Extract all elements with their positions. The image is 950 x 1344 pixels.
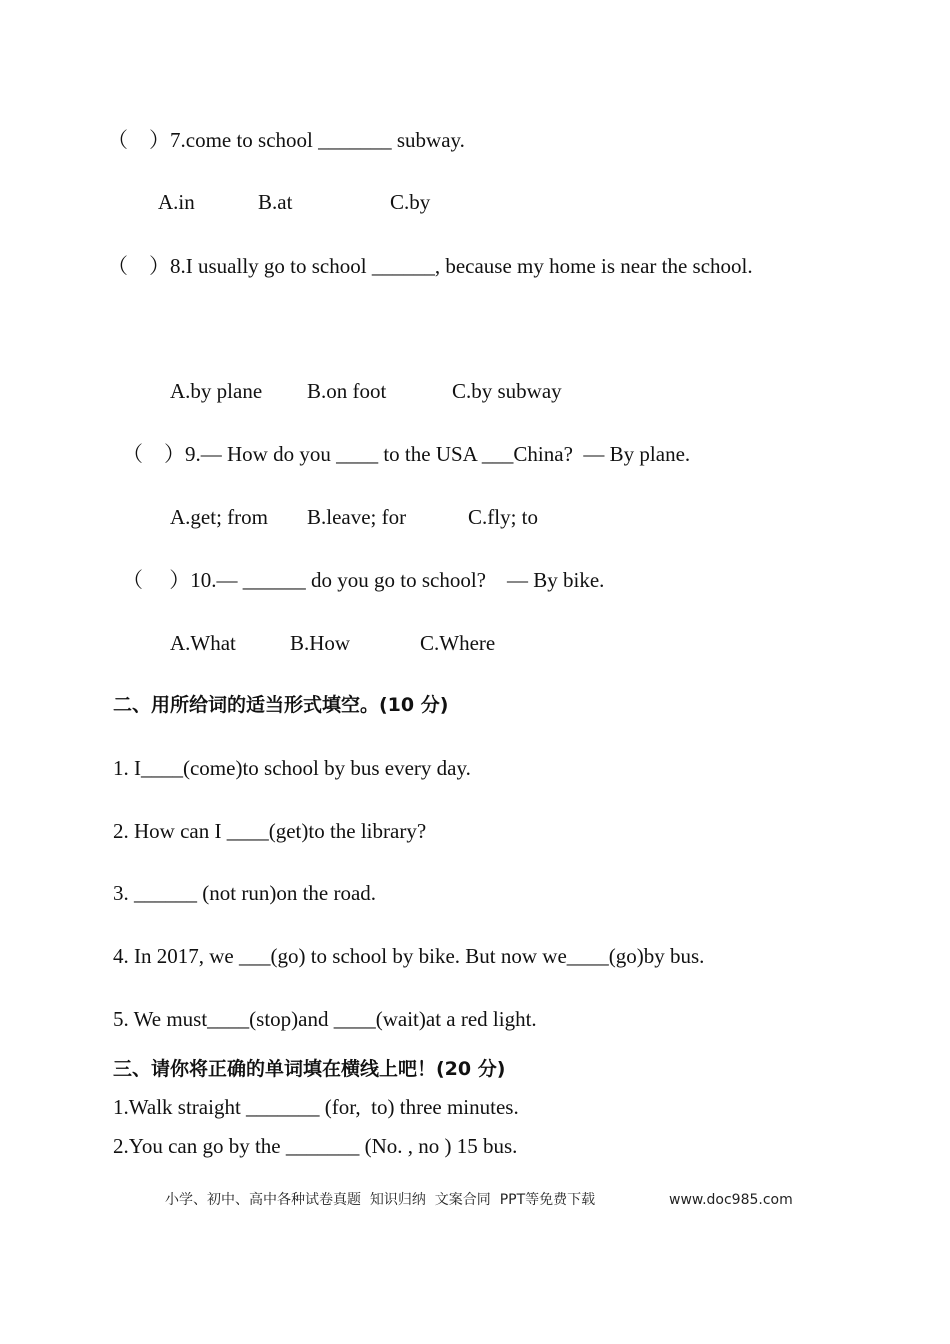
q9-option-c: C.fly; to [468,505,539,529]
fill-item-1: 1. I____(come)to school by bus every day. [113,756,471,780]
footer-text: 小学、初中、高中各种试卷真题 知识归纳 文案合同 PPT等免费下载 [165,1192,596,1208]
section-3-heading: 三、请你将正确的单词填在横线上吧！(20 分) [113,1058,506,1080]
fill-item-2: 2. How can I ____(get)to the library? [113,819,427,843]
question-10: （ ）10.— ______ do you go to school? — By bike. [122,568,605,592]
question-8: （ ）8.I usually go to school ______, because my home is near the school. [107,254,753,278]
word-item-1: 1.Walk straight _______ (for, to) three minutes. [113,1095,519,1119]
fill-item-5: 5. We must____(stop)and ____(wait)at a red light. [113,1007,537,1031]
word-item-2: 2.You can go by the _______ (No. , no ) 15 bus. [113,1134,518,1158]
q7-option-b: B.at [258,190,293,214]
q9-option-b: B.leave; for [307,505,407,529]
q8-option-a: A.by plane [170,379,263,403]
q8-option-b: B.on foot [307,379,387,403]
fill-item-4: 4. In 2017, we ___(go) to school by bike. But now we____(go)by bus. [113,944,705,968]
q10-option-a: A.What [170,631,236,655]
question-9: （ ）9.— How do you ____ to the USA ___China? — By plane. [122,442,691,466]
fill-item-3: 3. ______ (not run)on the road. [113,881,377,905]
q7-option-c: C.by [390,190,431,214]
q9-option-a: A.get; from [170,505,268,529]
q8-option-c: C.by subway [452,379,562,403]
question-7: （ ）7.come to school _______ subway. [107,128,465,152]
q10-option-b: B.How [290,631,351,655]
section-2-heading: 二、用所给词的适当形式填空。(10 分) [113,694,449,716]
footer-url: www.doc985.com [669,1192,793,1208]
q7-option-a: A.in [158,190,195,214]
q10-option-c: C.Where [420,631,496,655]
